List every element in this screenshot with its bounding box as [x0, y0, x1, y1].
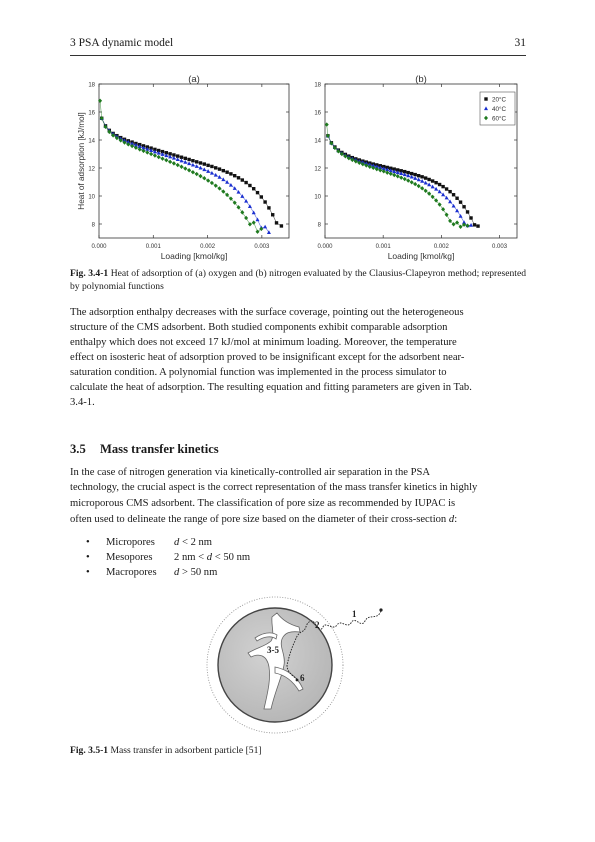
- data-point-20c: [469, 216, 472, 219]
- figure-label: Fig. 3.4-1: [70, 268, 109, 279]
- text-span: often used to delineate the range of pore size based on the diameter of their cross-section: [70, 514, 449, 525]
- diagram-label-2: 2: [315, 620, 320, 630]
- data-point-20c: [462, 205, 465, 208]
- x-tick-label: 0.003: [254, 244, 270, 250]
- data-point-20c: [410, 172, 413, 175]
- text-line: In the case of nitrogen generation via kinetically-controlled air separation in the PSA: [70, 467, 431, 478]
- data-point-20c: [459, 200, 462, 203]
- y-tick-label: 10: [88, 194, 95, 201]
- text-line: microporous CMS adsorbent. The classification of pore size as recommended by IUPAC is: [70, 498, 456, 509]
- data-point-20c: [210, 165, 213, 168]
- data-point-20c: [271, 213, 274, 216]
- bullet: •: [86, 537, 90, 548]
- x-axis-label: Loading [kmol/kg]: [387, 251, 455, 261]
- range-symbol: d: [174, 537, 180, 548]
- running-header: [70, 37, 526, 53]
- pore-class-range: [174, 537, 212, 548]
- text-line: enthalpy which does not exceed 17 kJ/mol at minimum loading. Moreover, the temperature: [70, 337, 457, 348]
- adsorbent-particle-diagram: [205, 595, 405, 735]
- x-axis-label: Loading [kmol/kg]: [160, 251, 228, 261]
- legend-label: 40°C: [492, 105, 507, 113]
- x-tick-label: 0.001: [145, 244, 161, 250]
- diameter-symbol: d: [448, 514, 455, 525]
- text-line: saturation condition. A polynomial function was implemented in the process simulator to: [70, 367, 447, 378]
- data-point-20c: [267, 206, 270, 209]
- y-tick-label: 16: [314, 110, 321, 117]
- data-point-20c: [214, 166, 217, 169]
- figure-label: Fig. 3.5-1: [70, 745, 109, 756]
- y-tick-label: 12: [314, 166, 321, 173]
- legend-label: 20°C: [492, 96, 507, 104]
- bullet: •: [86, 552, 90, 563]
- data-point-20c: [218, 167, 221, 170]
- data-point-20c: [280, 224, 283, 227]
- section-title: Mass transfer kinetics: [100, 442, 219, 456]
- range-text: > 50 nm: [179, 567, 218, 578]
- legend-marker: [484, 97, 487, 100]
- diagram-label-3-5: 3-5: [267, 645, 279, 655]
- data-point-20c: [413, 173, 416, 176]
- data-point-20c: [244, 181, 247, 184]
- data-point-20c: [233, 174, 236, 177]
- panel-label: (b): [415, 74, 427, 85]
- figure-caption-text: Mass transfer in adsorbent particle [51]: [108, 745, 262, 756]
- header-rule: [70, 55, 526, 56]
- data-point-20c: [206, 164, 209, 167]
- data-point-20c: [438, 183, 441, 186]
- y-tick-label: 18: [314, 82, 321, 89]
- data-point-20c: [452, 193, 455, 196]
- y-tick-label: 8: [317, 222, 321, 229]
- legend-label: 60°C: [492, 115, 507, 123]
- data-point-20c: [180, 156, 183, 159]
- text-span: :: [454, 514, 458, 525]
- data-point-20c: [229, 172, 232, 175]
- y-tick-label: 16: [88, 110, 95, 117]
- pore-class-name: Micropores: [106, 537, 155, 548]
- text-line: calculate the heat of adsorption. The resulting equation and fitting parameters are given in Tab.: [70, 382, 472, 393]
- y-tick-label: 8: [91, 222, 95, 229]
- diagram-label-6: 6: [300, 673, 305, 683]
- data-point-20c: [256, 191, 259, 194]
- page-number: 31: [514, 37, 526, 49]
- pore-class-range: [174, 567, 217, 578]
- range-symbol: d: [206, 552, 213, 563]
- data-point-20c: [184, 157, 187, 160]
- text-line: [70, 512, 526, 527]
- figure-caption-2: [70, 745, 262, 756]
- text-line: technology, the crucial aspect is the correct representation of the mass transfer kinetics in highly: [70, 482, 478, 493]
- data-point-20c: [195, 160, 198, 163]
- range-text: 2 nm <: [174, 552, 207, 563]
- text-line: effect on isosteric heat of adsorption proved to be insignificant except for the adsorbent near-: [70, 352, 465, 363]
- y-axis-label: Heat of adsorption [kJ/mol]: [77, 112, 86, 210]
- bullet: •: [86, 567, 90, 578]
- pore-class-name: Macropores: [106, 567, 157, 578]
- text-line: The adsorption enthalpy decreases with the surface coverage, pointing out the heterogeneous: [70, 307, 464, 318]
- data-point-20c: [473, 223, 476, 226]
- y-tick-label: 14: [88, 138, 95, 145]
- range-text: < 50 nm: [212, 552, 251, 563]
- data-point-20c: [424, 176, 427, 179]
- data-point-20c: [222, 169, 225, 172]
- data-point-20c: [417, 174, 420, 177]
- data-point-20c: [252, 187, 255, 190]
- section-number: 3.5: [70, 442, 86, 456]
- data-point-20c: [420, 175, 423, 178]
- data-point-20c: [434, 181, 437, 184]
- chart-panel-a: [75, 74, 300, 269]
- section-heading: [70, 442, 219, 457]
- x-tick-label: 0.001: [375, 244, 391, 250]
- y-tick-label: 12: [88, 166, 95, 173]
- data-point-20c: [441, 185, 444, 188]
- data-point-20c: [203, 162, 206, 165]
- data-point-20c: [455, 197, 458, 200]
- data-point-20c: [191, 159, 194, 162]
- data-point-20c: [237, 176, 240, 179]
- x-tick-label: 0.002: [433, 244, 449, 250]
- y-tick-label: 18: [88, 82, 95, 89]
- data-point-20c: [176, 154, 179, 157]
- data-point-20c: [466, 210, 469, 213]
- x-tick-label: 0.000: [91, 244, 107, 250]
- data-point-20c: [445, 187, 448, 190]
- data-point-20c: [431, 179, 434, 182]
- data-point-20c: [263, 200, 266, 203]
- figure-caption-text: Heat of adsorption of (a) oxygen and (b) nitrogen evaluated by the Clausius-Clapeyron method; represented by polynomial functions: [70, 268, 526, 292]
- chart-panel-b: [305, 74, 527, 269]
- pore-class-range: [174, 552, 250, 563]
- chapter-title: 3 PSA dynamic model: [70, 37, 174, 49]
- data-point-20c: [448, 190, 451, 193]
- data-point-20c: [248, 184, 251, 187]
- panel-label: (a): [188, 74, 200, 85]
- pore-class-name: Mesopores: [106, 552, 153, 563]
- data-point-20c: [225, 171, 228, 174]
- x-tick-label: 0.000: [317, 244, 333, 250]
- diagram-label-1: 1: [352, 609, 357, 619]
- figure-caption-1: [70, 267, 526, 293]
- molecule-start-dot: [379, 608, 382, 611]
- data-point-20c: [260, 195, 263, 198]
- data-point-20c: [187, 158, 190, 161]
- y-tick-label: 14: [314, 138, 321, 145]
- y-tick-label: 10: [314, 194, 321, 201]
- text-line: structure of the CMS adsorbent. Both studied components exhibit comparable adsorption: [70, 322, 448, 333]
- adsorption-site-dot: [296, 679, 299, 682]
- x-tick-label: 0.002: [200, 244, 216, 250]
- data-point-20c: [275, 221, 278, 224]
- data-point-20c: [476, 224, 479, 227]
- x-tick-label: 0.003: [492, 244, 508, 250]
- data-point-20c: [199, 161, 202, 164]
- data-point-20c: [427, 178, 430, 181]
- data-point-20c: [241, 178, 244, 181]
- range-symbol: d: [174, 567, 180, 578]
- range-text: < 2 nm: [179, 537, 213, 548]
- text-line: 3.4-1.: [70, 397, 95, 408]
